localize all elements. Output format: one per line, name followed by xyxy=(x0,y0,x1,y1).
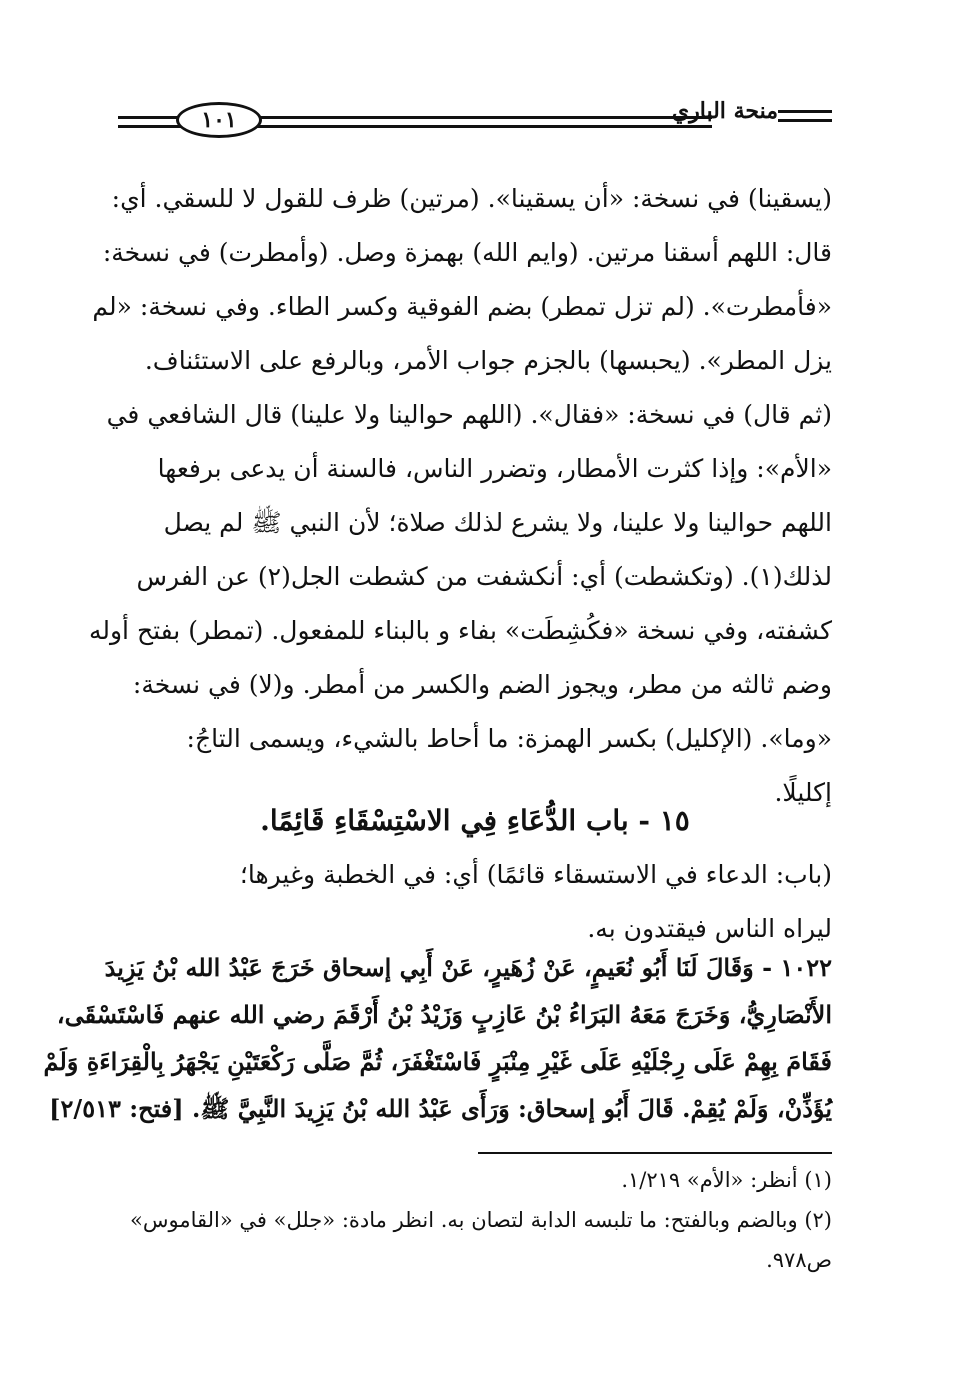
page-number: ١٠١ xyxy=(176,102,262,138)
text-line: لذلك(١). (وتكشطت) أي: أنكشفت من كشطت الجل(٢) عن الفرس xyxy=(136,562,832,591)
text-line: كشفته، وفي نسخة «فكُشِطَت» بفاء و بالبناء للمفعول. (تمطر) بفتح أوله xyxy=(88,616,832,645)
hadith-line: فَقَامَ بِهِمْ عَلَى رِجْلَيْهِ عَلَى غَيْرِ مِنْبَرٍ فَاسْتَغْفَرَ، ثُمَّ صَلَّى رَكْعَتَيْنِ يَجْهَرُ بِالْقِرَاءَةِ وَلَمْ xyxy=(43,1047,832,1076)
footnote: ص٩٧٨. xyxy=(766,1248,832,1272)
header-rule xyxy=(778,119,832,122)
running-title: منحة الباري xyxy=(671,98,778,124)
chapter-commentary xyxy=(118,848,832,956)
footnotes xyxy=(118,1160,832,1280)
header-rule xyxy=(778,110,832,113)
chapter-heading: ١٥ - باب الدُّعَاءِ فِي الاسْتِسْقَاءِ قَائِمًا. xyxy=(260,804,690,837)
text-line: وضم ثالثه من مطر، ويجوز الضم والكسر من أمطر. و(لا) في نسخة: xyxy=(132,670,832,699)
text-line: (يسقينا) في نسخة: «أن يسقينا». (مرتين) ظرف للقول لا للسقي. أي: xyxy=(111,184,832,213)
text-line: «فأمطرت». (لم تزل تمطر) بضم الفوقية وكسر الطاء. وفي نسخة: «لم xyxy=(92,292,832,321)
header-rule xyxy=(250,116,712,119)
text-line: «وما». (الإكليل) بكسر الهمزة: ما أحاط بالشيء، ويسمى التاجُ: xyxy=(186,724,832,753)
footnote: (٢) وبالضم وبالفتح: ما تلبسه الدابة لتصان به. انظر مادة: «جلل» في «القاموس» xyxy=(130,1208,832,1232)
running-header xyxy=(118,96,832,156)
text-line: ليراه الناس فيقتدون به. xyxy=(587,914,832,943)
hadith-text xyxy=(43,944,832,1132)
footnote: (١) أنظر: «الأم» ١/٢١٩. xyxy=(621,1168,832,1192)
commentary-text xyxy=(88,172,832,820)
text-line: إكليلًا. xyxy=(774,778,832,807)
header-rule xyxy=(250,125,712,128)
footnote-separator xyxy=(478,1152,832,1154)
text-line: «الأم»: وإذا كثرت الأمطار، وتضرر الناس، فالسنة أن يدعى برفعها xyxy=(157,454,832,483)
hadith-line: يُؤَذِّنْ، وَلَمْ يُقِمْ. قَالَ أَبُو إسحاق: وَرَأَى عَبْدُ الله بْنُ يَزِيدَ النَّبِيَّ ﷺ. [فتح: ٢/٥١٣] xyxy=(49,1094,832,1123)
text-line: اللهم حوالينا ولا علينا، ولا يشرع لذلك صلاة؛ لأن النبي ﷺ لم يصل xyxy=(163,508,832,537)
text-line: يزل المطر». (يحبسها) بالجزم جواب الأمر، وبالرفع على الاستئناف. xyxy=(144,346,832,375)
text-line: (باب: الدعاء في الاستسقاء قائمًا) أي: في الخطبة وغيرها؛ xyxy=(239,860,832,889)
text-line: (ثم قال) في نسخة: «فقال». (اللهم حوالينا ولا علينا) قال الشافعي في xyxy=(106,400,832,429)
hadith-line: الأَنْصَارِيُّ، وَخَرَجَ مَعَهُ البَرَاءُ بْنُ عَازِبٍ وَزَيْدُ بْنُ أَرْقَمَ رضي الله عنهم فَاسْتَسْقَى، xyxy=(56,1000,832,1029)
hadith-line: ١٠٢٢ - وَقَالَ لَنَا أَبُو نُعَيمٍ، عَنْ زُهَيرٍ، عَنْ أَبِي إسحاق خَرَجَ عَبْدُ الله بْنُ يَزِيدَ xyxy=(104,953,832,982)
text-line: قال: اللهم أسقنا مرتين. (وايم الله) بهمزة وصل. (وأمطرت) في نسخة: xyxy=(102,238,832,267)
